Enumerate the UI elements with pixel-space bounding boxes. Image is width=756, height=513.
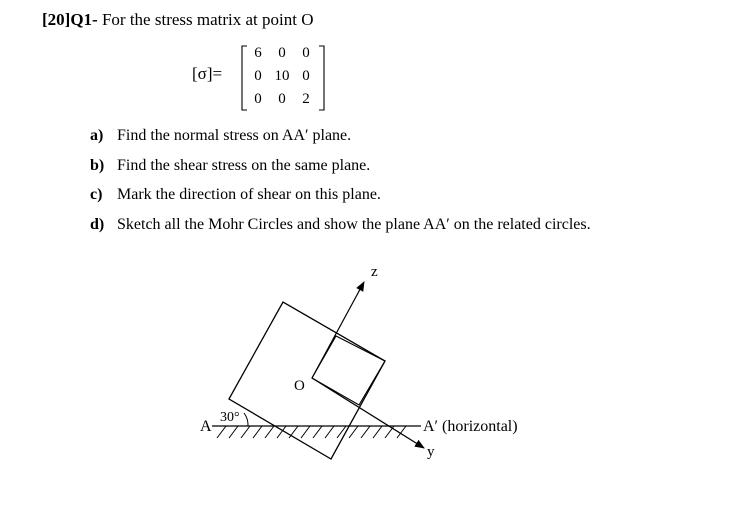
- question-prompt: For the stress matrix at point O: [101, 10, 314, 29]
- angle-arc: [244, 413, 248, 426]
- part-text: Sketch all the Mohr Circles and show the plane AA′ on the related circles.: [117, 215, 591, 233]
- origin-label: O: [294, 378, 305, 394]
- matrix-cell: 6: [254, 45, 262, 61]
- matrix-cell: 10: [274, 68, 290, 84]
- part-label: b): [90, 156, 105, 174]
- ground-hatching: [217, 426, 406, 438]
- matrix-cell: 0: [278, 45, 286, 61]
- matrix-cell: 0: [278, 91, 286, 107]
- point-a-label: A: [200, 418, 212, 435]
- matrix-cell: 0: [254, 91, 262, 107]
- z-axis-arrow: [312, 282, 364, 378]
- part-label: d): [90, 215, 105, 233]
- inner-square: [312, 336, 385, 405]
- matrix-cell: 0: [302, 68, 310, 84]
- question-number: [20]Q1-: [42, 10, 98, 29]
- matrix-cell: 2: [302, 91, 310, 107]
- part-label: a): [90, 127, 104, 144]
- part-text: Find the normal stress on AA′ plane.: [117, 127, 352, 144]
- matrix-label: [σ]=: [192, 64, 223, 83]
- angle-label: 30°: [220, 410, 240, 425]
- part-text: Find the shear stress on the same plane.: [117, 156, 371, 174]
- element-square: [229, 302, 385, 459]
- part-label: c): [90, 186, 103, 203]
- z-axis-label: z: [371, 264, 378, 280]
- y-axis-arrow: [312, 378, 424, 448]
- matrix-cell: 0: [254, 68, 262, 84]
- point-a-prime-label: A′ (horizontal): [423, 418, 518, 435]
- y-axis-label: y: [427, 444, 435, 460]
- part-text: Mark the direction of shear on this plane.: [117, 186, 381, 203]
- matrix-cell: 0: [302, 45, 310, 61]
